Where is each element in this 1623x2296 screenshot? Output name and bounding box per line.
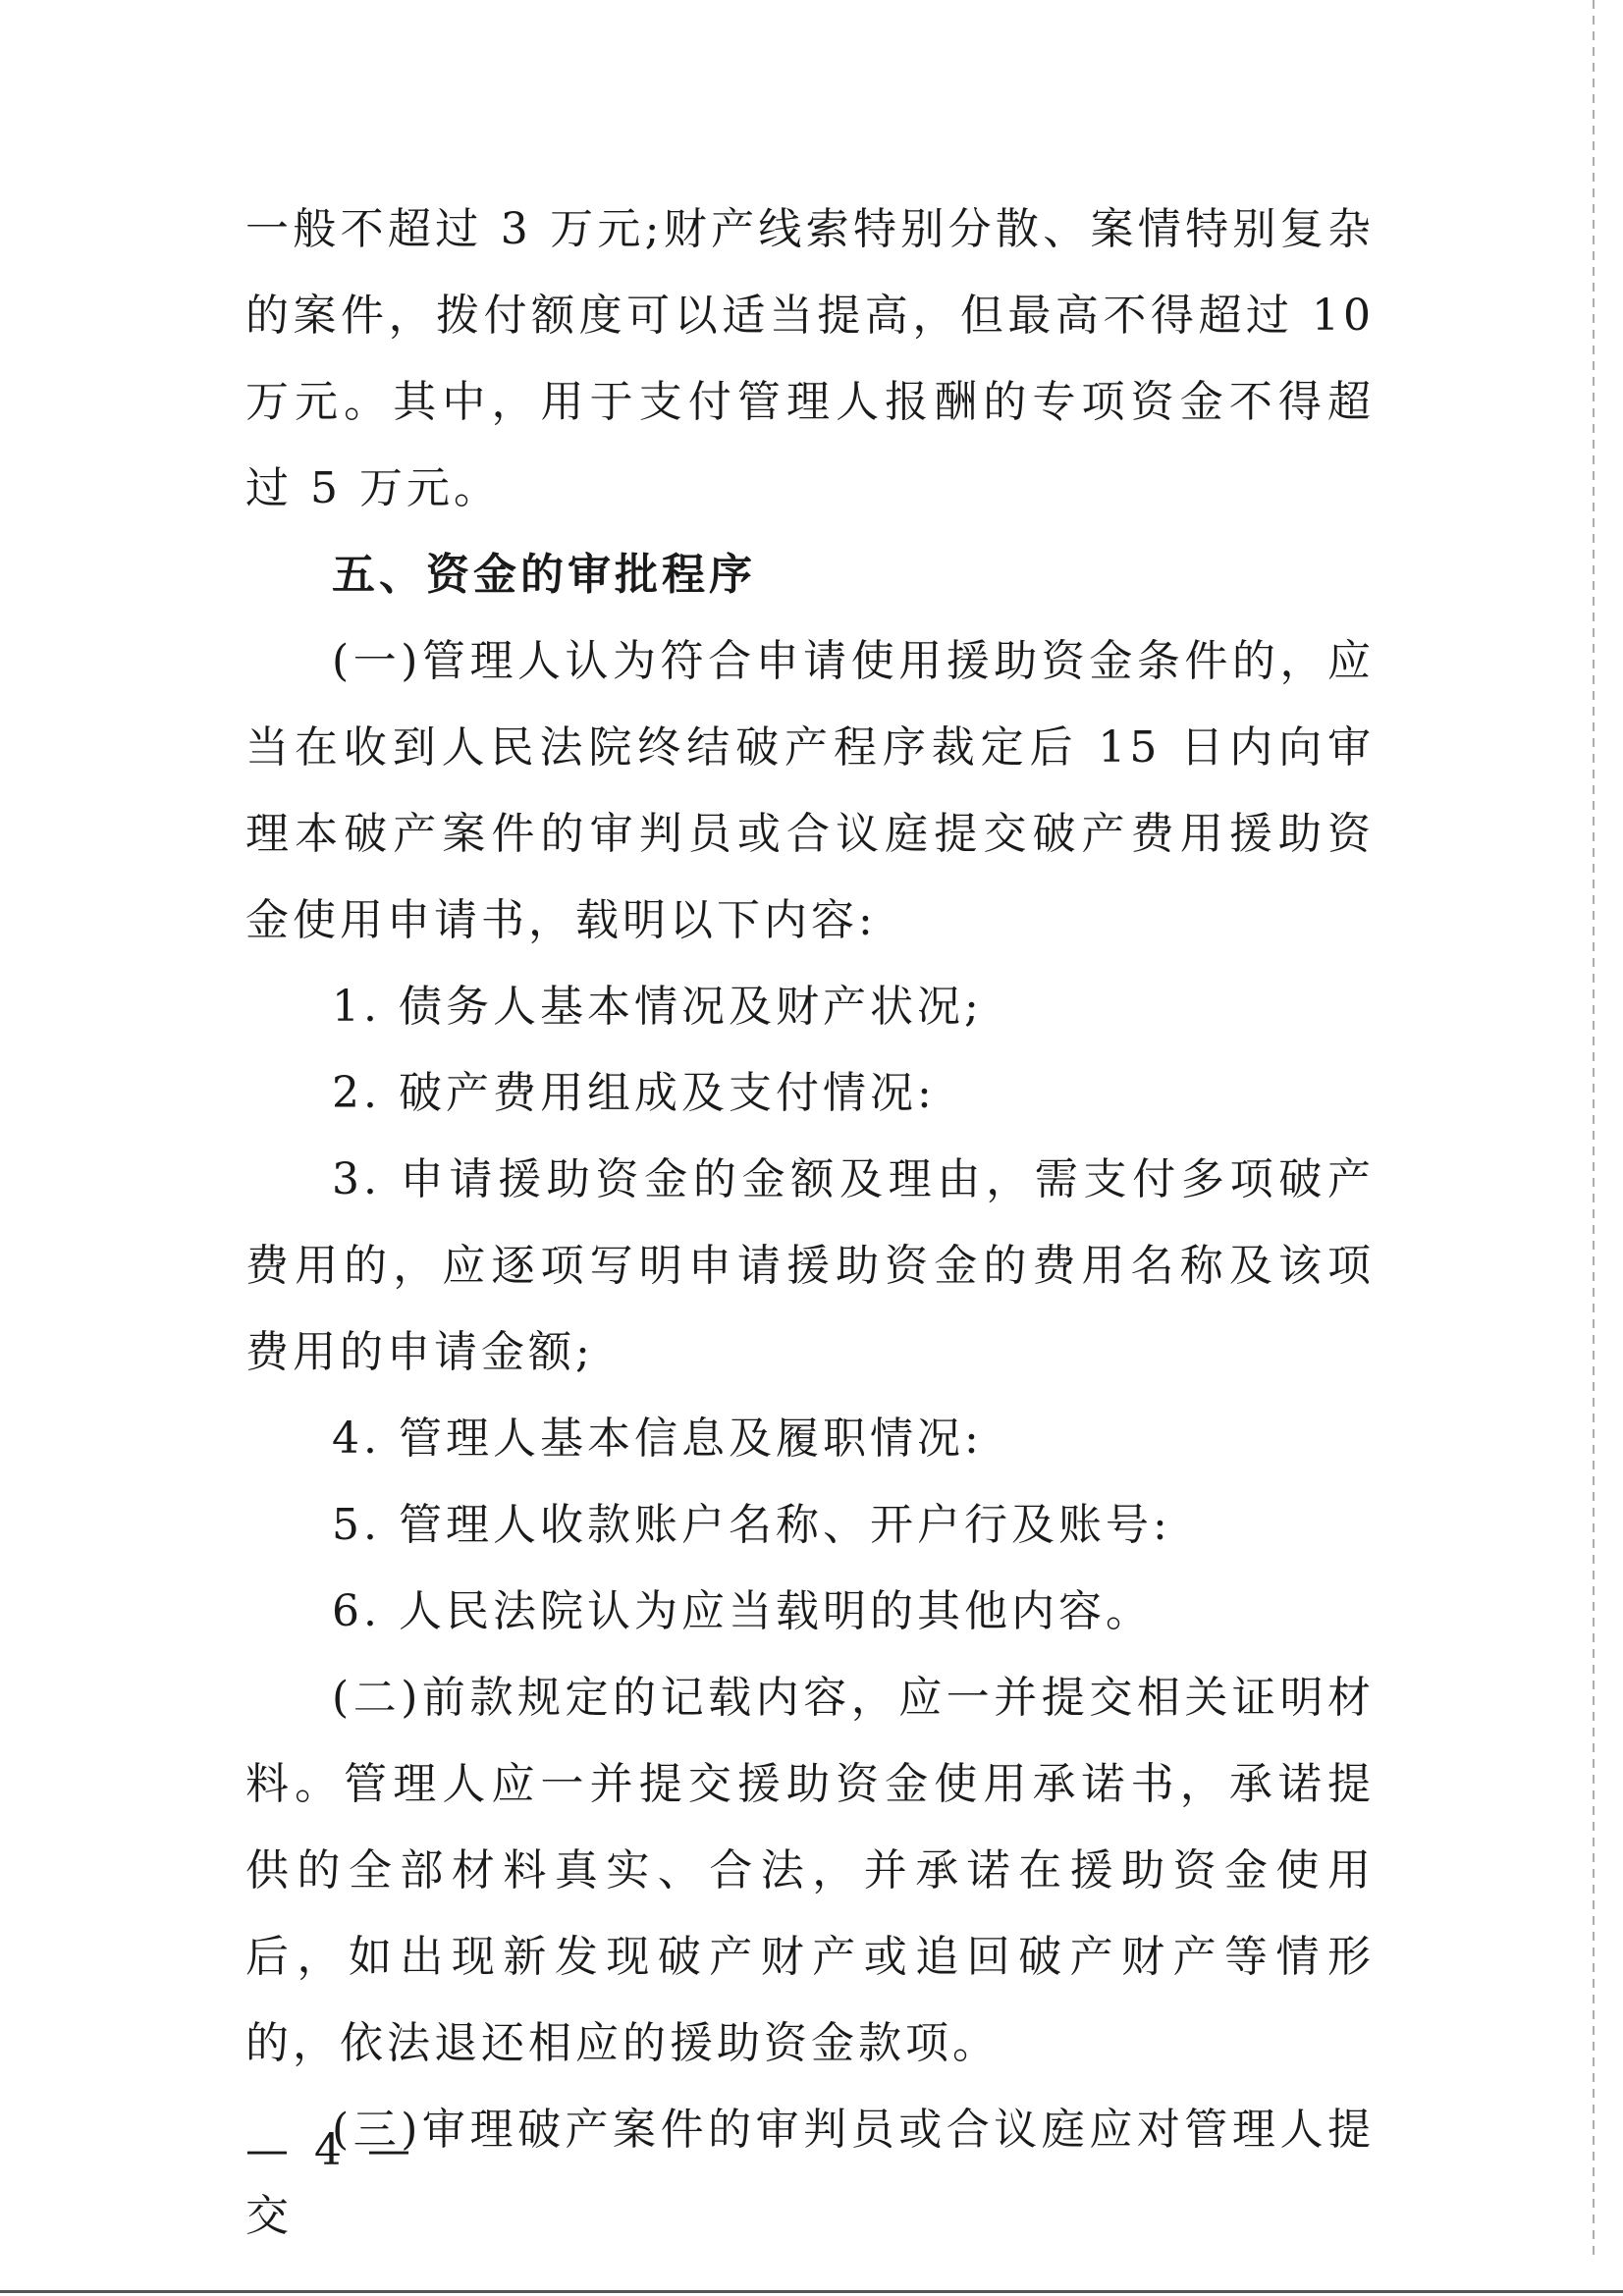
paragraph-item-1: (一)管理人认为符合申请使用援助资金条件的，应当在收到人民法院终结破产程序裁定后 15 日内向审理本破产案件的审判员或合议庭提交破产费用援助资金使用申请书，载明以下内容:: [245, 636, 1375, 945]
paragraph-item-2: (二)前款规定的记载内容，应一并提交相关证明材料。管理人应一并提交援助资金使用承诺书，承诺提供的全部材料真实、合法，并承诺在援助资金使用后，如出现新发现破产财产或追回破产财产等情形的，依法退还相应的援助资金款项。: [245, 1673, 1375, 2068]
scan-edge-line: [1593, 0, 1595, 2258]
list-item: 1. 债务人基本情况及财产状况;: [332, 982, 983, 1032]
scan-bottom-line: [0, 2290, 1623, 2293]
paragraph-continuation: 一般不超过 3 万元;财产线索特别分散、案情特别复杂的案件，拨付额度可以适当提高，但最高不得超过 10 万元。其中，用于支付管理人报酬的专项资金不得超过 5 万元。: [245, 204, 1375, 513]
paragraph-item-3: (三)审理破产案件的审判员或合议庭应对管理人提交: [245, 2105, 1375, 2241]
list-item: 4. 管理人基本信息及履职情况:: [332, 1414, 983, 1464]
list-item: 3. 申请援助资金的金额及理由，需支付多项破产费用的，应逐项写明申请援助资金的费用名称及该项费用的申请金额;: [245, 1154, 1375, 1377]
page-number: — 4 —: [245, 2125, 416, 2175]
list-item: 5. 管理人收款账户名称、开户行及账号:: [332, 1500, 1171, 1550]
document-body: [245, 187, 1375, 2260]
list-item: 2. 破产费用组成及支付情况:: [332, 1068, 936, 1118]
section-heading: 五、资金的审批程序: [332, 550, 756, 600]
list-item: 6. 人民法院认为应当载明的其他内容。: [332, 1586, 1153, 1636]
